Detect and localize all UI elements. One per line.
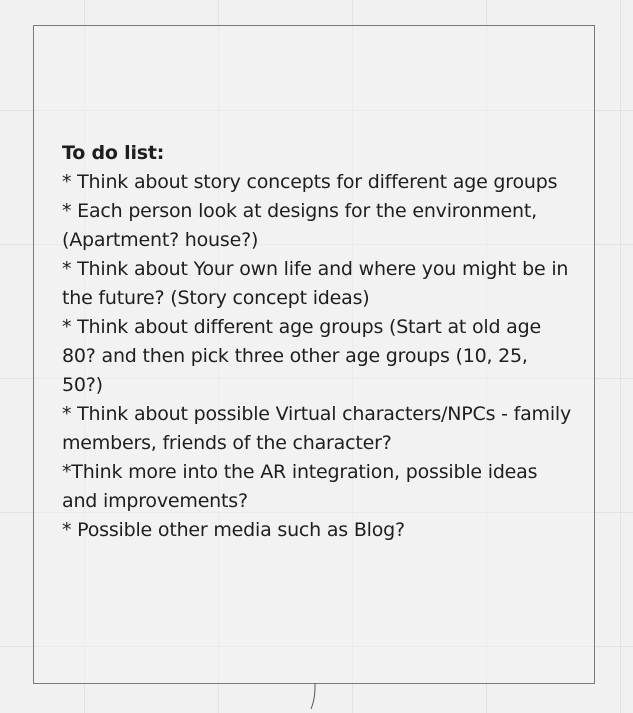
todo-item: * Think about story concepts for different age groups: [62, 171, 558, 193]
note-text[interactable]: [62, 139, 572, 545]
todo-item: * Think about different age groups (Start at old age 80? and then pick three other age groups (10, 25, 50?): [62, 316, 541, 396]
todo-item: * Think about Your own life and where you might be in the future? (Story concept ideas): [62, 258, 569, 309]
todo-item: * Each person look at designs for the environment, (Apartment? house?): [62, 200, 537, 251]
note-heading: To do list:: [62, 142, 165, 164]
todo-item: *Think more into the AR integration, possible ideas and improvements?: [62, 461, 538, 512]
todo-item: * Possible other media such as Blog?: [62, 519, 405, 541]
todo-item: * Think about possible Virtual characters/NPCs - family members, friends of the character?: [62, 403, 572, 454]
todo-note-card[interactable]: [33, 25, 595, 684]
